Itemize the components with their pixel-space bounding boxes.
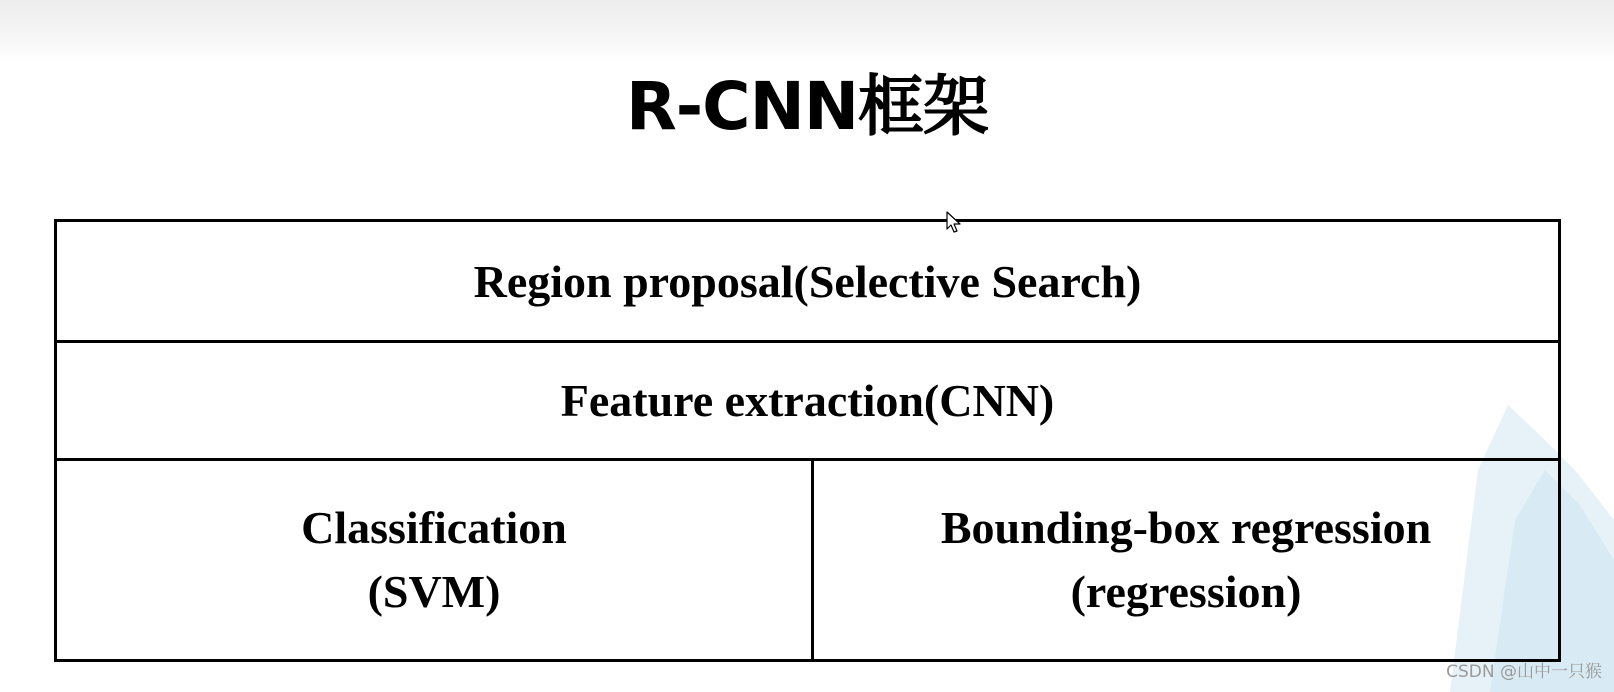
classification-method: (SVM) [367, 566, 501, 617]
csdn-watermark: CSDN @山中一只猴 [1446, 662, 1602, 682]
feature-extraction-label: Feature extraction(CNN) [560, 375, 1055, 426]
bbox-regression-cell [814, 461, 1558, 659]
classification-cell [57, 461, 814, 659]
bbox-regression-method: (regression) [1070, 566, 1302, 617]
feature-extraction-row [57, 343, 1558, 461]
bbox-regression-label: Bounding-box regression [940, 502, 1432, 553]
rcnn-framework-table [54, 219, 1561, 662]
output-row [57, 461, 1558, 659]
slide-title: R-CNN框架 [625, 68, 989, 145]
region-proposal-row [57, 222, 1558, 343]
region-proposal-label: Region proposal(Selective Search) [473, 255, 1142, 307]
mouse-pointer-icon [946, 211, 964, 235]
classification-label: Classification [301, 502, 567, 553]
